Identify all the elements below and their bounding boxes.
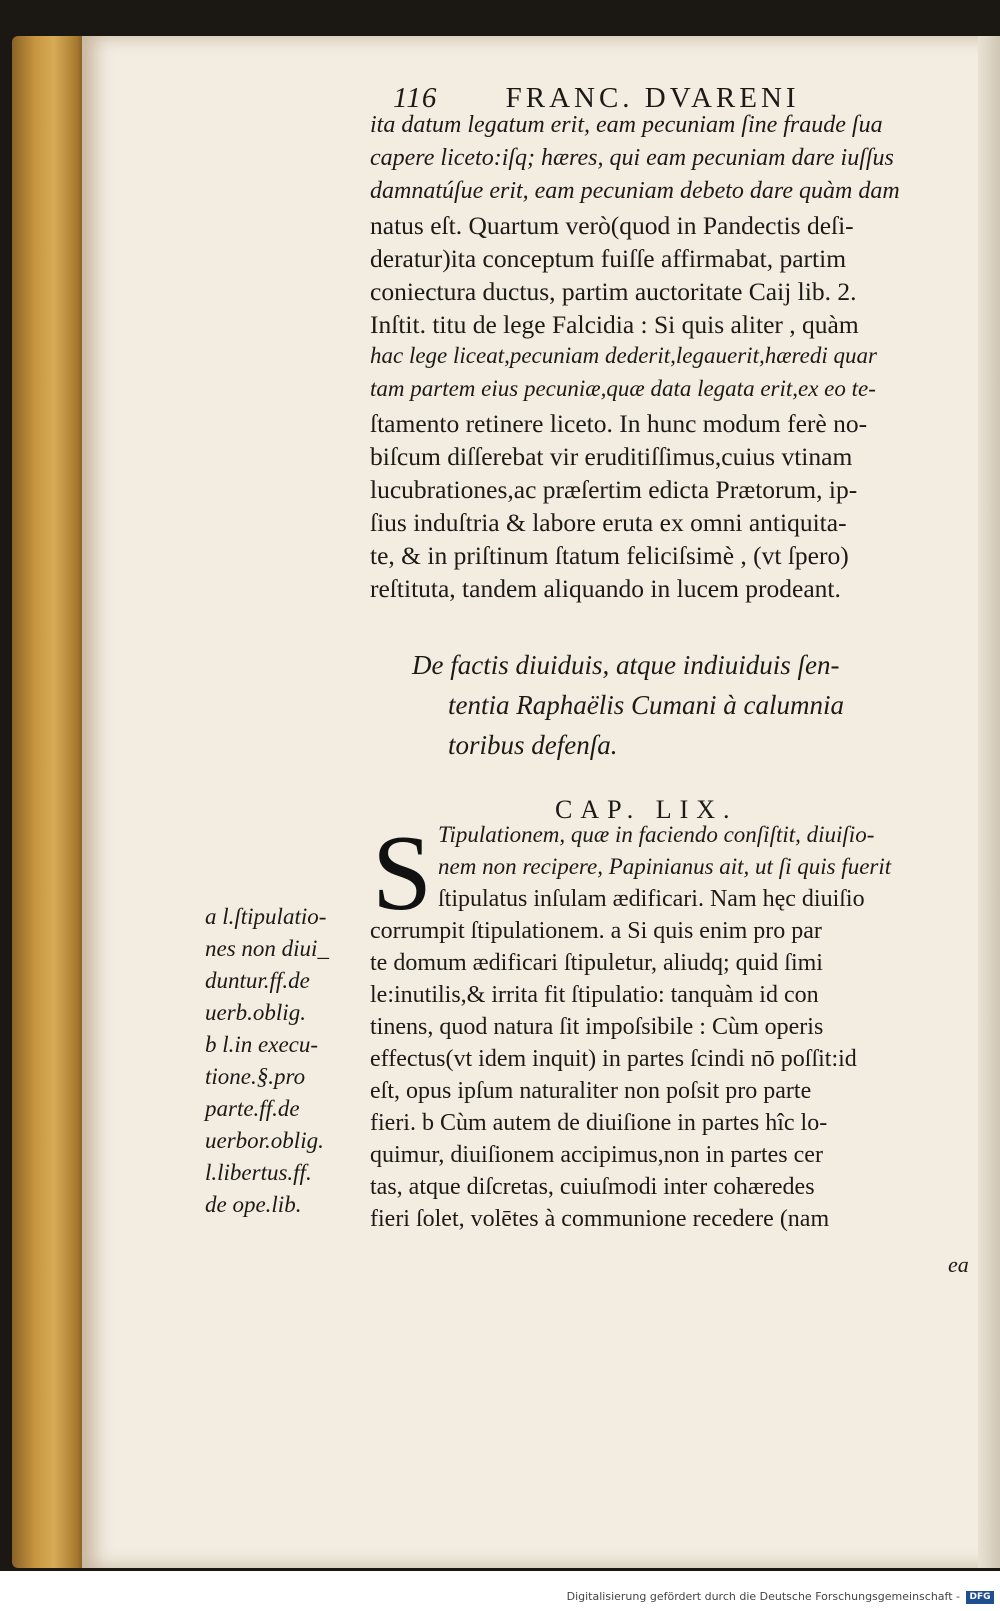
body-line: tinens, quod natura ſit impoſsibile : Cùm operis bbox=[370, 1014, 824, 1040]
body-line: tam partem eius pecuniæ,quæ data legata erit,ex eo te- bbox=[370, 376, 876, 401]
body-line: Tipulationem, quæ in faciendo conſiſtit, diuiſio- bbox=[438, 822, 875, 847]
chapter-number: CAP. LIX. bbox=[555, 795, 738, 824]
body-line: ſius induſtria & labore eruta ex omni antiquita- bbox=[370, 508, 847, 537]
drop-cap: S bbox=[372, 814, 433, 933]
digitization-footer bbox=[0, 1571, 1000, 1611]
body-line: quimur, diuiſionem accipimus,non in partes cer bbox=[370, 1142, 823, 1168]
body-line: coniectura ductus, partim auctoritate Caij lib. 2. bbox=[370, 277, 857, 306]
body-line: fieri. b Cùm autem de diuiſione in partes hîc lo- bbox=[370, 1110, 828, 1136]
page-number: 116 bbox=[393, 82, 438, 114]
body-line: le:inutilis,& irrita fit ſtipulatio: tanquàm id con bbox=[370, 982, 819, 1008]
book-fore-edge bbox=[12, 36, 88, 1568]
body-line: natus eſt. Quartum verò(quod in Pandectis deſi- bbox=[370, 211, 854, 240]
dfg-logo-icon: DFG bbox=[966, 1591, 994, 1604]
marginal-note-line: uerbor.oblig. bbox=[205, 1128, 324, 1153]
body-line: ita datum legatum erit, eam pecuniam ſine fraude ſua bbox=[370, 112, 883, 138]
catchword: ea bbox=[948, 1252, 969, 1277]
body-line: eſt, opus ipſum naturaliter non poſsit pro parte bbox=[370, 1078, 812, 1104]
body-line: tas, atque diſcretas, cuiuſmodi inter cohæredes bbox=[370, 1174, 815, 1200]
chapter-heading-line: toribus defenſa. bbox=[448, 730, 618, 760]
body-line: capere liceto:iſq; hæres, qui eam pecuniam dare iuſſus bbox=[370, 145, 894, 171]
funding-credit: Digitalisierung gefördert durch die Deutsche Forschungsgemeinschaft - bbox=[566, 1590, 960, 1603]
marginal-note-line: l.libertus.ff. bbox=[205, 1160, 312, 1185]
marginal-note-line: nes non diui_ bbox=[205, 936, 329, 961]
body-line: lucubrationes,ac præſertim edicta Prætorum, ip- bbox=[370, 475, 858, 504]
chapter-heading-line: tentia Raphaëlis Cumani à calumnia bbox=[448, 690, 844, 720]
body-line: ſtipulatus inſulam ædificari. Nam hęc diuiſio bbox=[438, 886, 865, 912]
marginal-note-line: uerb.oblig. bbox=[205, 1000, 306, 1025]
body-line: damnatúſue erit, eam pecuniam debeto dare quàm dam bbox=[370, 178, 900, 204]
marginal-note-line: b l.in execu- bbox=[205, 1032, 319, 1057]
body-line: biſcum diſſerebat vir eruditiſſimus,cuius vtinam bbox=[370, 442, 853, 471]
marginal-note-line: a l.ſtipulatio- bbox=[205, 904, 327, 929]
body-line: Inſtit. titu de lege Falcidia : Si quis aliter , quàm bbox=[370, 310, 859, 339]
page-gutter bbox=[978, 36, 1000, 1568]
chapter-heading-line: De factis diuiduis, atque indiuiduis ſen- bbox=[412, 650, 840, 680]
body-line: te, & in priſtinum ſtatum feliciſsimè , (vt ſpero) bbox=[370, 541, 849, 570]
marginal-note-line: tione.§.pro bbox=[205, 1064, 306, 1089]
marginal-note-line: parte.ff.de bbox=[205, 1096, 300, 1121]
body-line: fieri ſolet, volētes à communione recedere (nam bbox=[370, 1206, 830, 1232]
body-line: reſtituta, tandem aliquando in lucem prodeant. bbox=[370, 574, 841, 603]
body-line: deratur)ita conceptum fuiſſe affirmabat, partim bbox=[370, 244, 847, 273]
body-line: ſtamento retinere liceto. In hunc modum ferè no- bbox=[370, 409, 868, 438]
body-line: effectus(vt idem inquit) in partes ſcindi nō poſſit:id bbox=[370, 1046, 857, 1072]
running-title: FRANC. DVARENI bbox=[505, 82, 800, 114]
body-line: nem non recipere, Papinianus ait, ut ſi quis fuerit bbox=[438, 854, 892, 879]
body-line: hac lege liceat,pecuniam dederit,legauerit,hæredi quar bbox=[370, 343, 877, 368]
body-line: te domum ædificari ſtipuletur, aliudq; quid ſimi bbox=[370, 950, 823, 976]
running-header bbox=[393, 82, 800, 115]
body-line: corrumpit ſtipulationem. a Si quis enim pro par bbox=[370, 918, 822, 944]
marginal-note-line: duntur.ff.de bbox=[205, 968, 310, 993]
marginal-note-line: de ope.lib. bbox=[205, 1192, 302, 1217]
